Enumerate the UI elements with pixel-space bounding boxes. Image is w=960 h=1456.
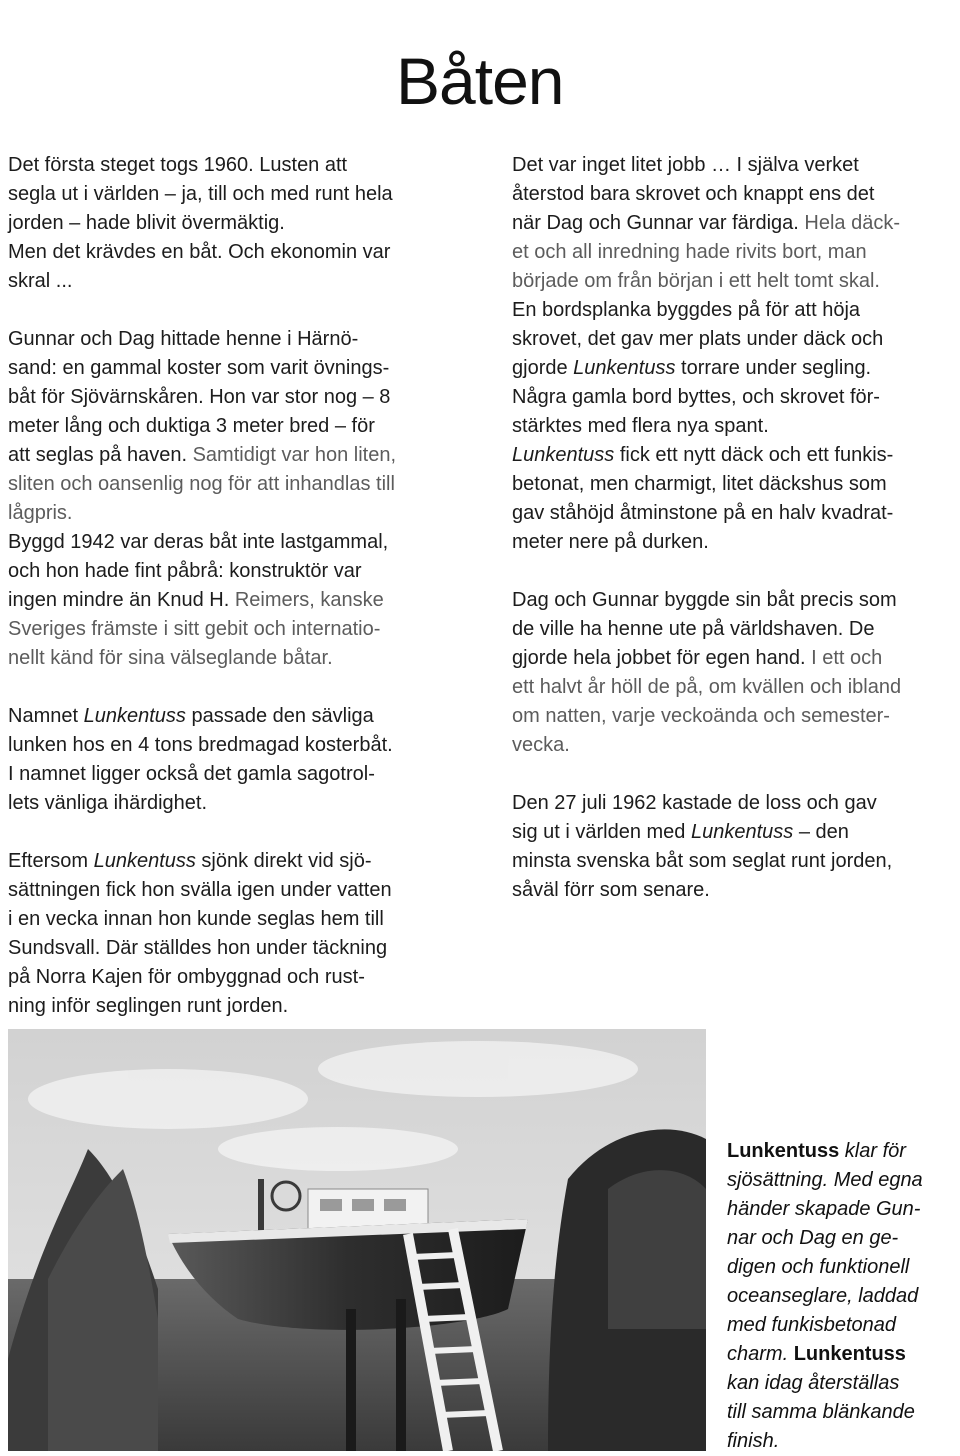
text-line	[727, 1224, 959, 1253]
text-segment: sand: en gammal koster som varit övnings-	[8, 357, 390, 379]
text-line	[8, 528, 460, 557]
text-line	[512, 818, 960, 847]
text-segment: Reimers, kanske	[234, 589, 384, 611]
text-line	[512, 180, 960, 209]
text-segment: nar och Dag en ge-	[727, 1227, 899, 1249]
text-line	[727, 1369, 959, 1398]
text-line	[512, 615, 960, 644]
text-line	[8, 499, 460, 528]
text-line	[512, 209, 960, 238]
text-line	[8, 702, 460, 731]
text-segment: gjorde	[512, 357, 574, 379]
text-line	[727, 1427, 959, 1456]
text-segment: Det var inget litet jobb … I själva verket	[512, 154, 859, 176]
text-segment: digen och funktionell	[727, 1256, 910, 1278]
boat-name: Lunkentuss	[573, 357, 676, 379]
text-segment: skral ...	[8, 270, 73, 292]
boat-name: Lunkentuss	[727, 1140, 840, 1162]
text-segment: stärktes med flera nya spant.	[512, 415, 769, 437]
text-segment: charm.	[727, 1343, 794, 1365]
text-segment: när Dag och Gunnar var färdiga.	[512, 212, 805, 234]
text-line	[8, 557, 460, 586]
text-segment: Gunnar och Dag hittade henne i Härnö-	[8, 328, 359, 350]
text-segment: lunken hos en 4 tons bredmagad kosterbåt.	[8, 734, 393, 756]
text-segment: Namnet	[8, 705, 84, 727]
text-line	[512, 412, 960, 441]
text-line	[8, 905, 460, 934]
text-line	[8, 586, 460, 615]
text-line	[8, 325, 460, 354]
left-text-column	[8, 151, 460, 1021]
text-segment: sjösättning. Med egna	[727, 1169, 923, 1191]
text-line	[727, 1137, 959, 1166]
text-line	[727, 1398, 959, 1427]
text-segment: gav ståhöjd åtminstone på en halv kvadrat-	[512, 502, 894, 524]
text-segment: ingen mindre än Knud H.	[8, 589, 235, 611]
text-line	[512, 673, 960, 702]
text-segment: Hela däck-	[804, 212, 900, 234]
text-segment: betonat, men charmigt, litet däckshus som	[512, 473, 887, 495]
text-line	[8, 963, 460, 992]
paragraph-gap	[8, 818, 460, 847]
boat-name: Lunkentuss	[93, 850, 196, 872]
text-line	[8, 383, 460, 412]
text-segment: Några gamla bord byttes, och skrovet för-	[512, 386, 880, 408]
text-segment: Den 27 juli 1962 kastade de loss och gav	[512, 792, 877, 814]
text-line	[727, 1166, 959, 1195]
page-title: Båten	[396, 44, 564, 119]
text-line	[512, 702, 960, 731]
text-segment: i en vecka innan hon kunde seglas hem till	[8, 908, 384, 930]
text-line	[512, 528, 960, 557]
text-segment: klar för	[839, 1140, 906, 1162]
text-line	[8, 615, 460, 644]
text-line	[8, 876, 460, 905]
text-line	[512, 789, 960, 818]
text-line	[8, 644, 460, 673]
boat-name: Lunkentuss	[512, 444, 615, 466]
text-segment: återstod bara skrovet och knappt ens det	[512, 183, 875, 205]
text-line	[512, 499, 960, 528]
text-segment: lets vänliga ihärdighet.	[8, 792, 208, 814]
text-segment: Sveriges främste i sitt gebit och internatio-	[8, 618, 381, 640]
text-segment: båt för Sjövärnskåren. Hon var stor nog – 8	[8, 386, 391, 408]
text-segment: och hon hade fint påbrå: konstruktör var	[8, 560, 362, 582]
text-segment: började om från början i ett helt tomt skal.	[512, 270, 880, 292]
text-segment: till samma blänkande	[727, 1401, 915, 1423]
text-segment: Det första steget togs 1960. Lusten att	[8, 154, 348, 176]
text-line	[512, 731, 960, 760]
right-text-column	[512, 151, 960, 905]
text-segment: att seglas på haven.	[8, 444, 193, 466]
text-line	[8, 789, 460, 818]
paragraph-gap	[8, 673, 460, 702]
paragraph-gap	[8, 296, 460, 325]
text-line	[512, 847, 960, 876]
text-line	[8, 470, 460, 499]
text-segment: I namnet ligger också det gamla sagotrol-	[8, 763, 375, 785]
text-segment: sliten och oansenlig nog för att inhandlas till	[8, 473, 395, 495]
text-line	[727, 1282, 959, 1311]
text-line	[512, 151, 960, 180]
text-line	[8, 151, 460, 180]
paragraph-gap	[512, 760, 960, 789]
text-segment: sig ut i världen med	[512, 821, 691, 843]
text-line	[8, 731, 460, 760]
text-segment: Dag och Gunnar byggde sin båt precis som	[512, 589, 897, 611]
text-line	[8, 412, 460, 441]
text-segment: En bordsplanka byggdes på för att höja	[512, 299, 861, 321]
text-segment: minsta svenska båt som seglat runt jorden,	[512, 850, 893, 872]
text-segment: Sundsvall. Där ställdes hon under täckning	[8, 937, 388, 959]
text-line	[8, 847, 460, 876]
text-line	[512, 876, 960, 905]
boat-photo	[8, 1029, 706, 1451]
text-line	[8, 760, 460, 789]
text-line	[727, 1195, 959, 1224]
text-line	[8, 441, 460, 470]
boat-name: Lunkentuss	[690, 821, 794, 843]
text-segment: de ville ha henne ute på världshaven. De	[512, 618, 875, 640]
text-line	[727, 1253, 959, 1282]
text-line	[512, 354, 960, 383]
text-segment: sättningen fick hon svälla igen under vatten	[8, 879, 392, 901]
text-segment: segla ut i världen – ja, till och med runt hela	[8, 183, 393, 205]
text-line	[512, 586, 960, 615]
boat-name: Lunkentuss	[83, 705, 186, 727]
text-segment: et och all inredning hade rivits bort, man	[512, 241, 867, 263]
text-segment: skrovet, det gav mer plats under däck och	[512, 328, 884, 350]
text-segment: meter nere på durken.	[512, 531, 709, 553]
photo-caption	[727, 1137, 959, 1456]
text-line	[8, 354, 460, 383]
text-segment: händer skapade Gun-	[727, 1198, 921, 1220]
text-line	[8, 180, 460, 209]
text-segment: Men det krävdes en båt. Och ekonomin var	[8, 241, 391, 263]
text-segment: torrare under segling.	[675, 357, 872, 379]
text-segment: såväl förr som senare.	[512, 879, 710, 901]
text-segment: ett halvt år höll de på, om kvällen och ibland	[512, 676, 902, 698]
text-segment: vecka.	[512, 734, 570, 756]
text-segment: I ett och	[811, 647, 883, 669]
text-line	[512, 267, 960, 296]
text-segment: Eftersom	[8, 850, 94, 872]
text-segment: Samtidigt var hon liten,	[192, 444, 397, 466]
text-segment: gjorde hela jobbet för egen hand.	[512, 647, 812, 669]
text-segment: med funkisbetonad	[727, 1314, 897, 1336]
text-line	[8, 209, 460, 238]
text-line	[512, 238, 960, 267]
text-segment: sjönk direkt vid sjö-	[195, 850, 372, 872]
text-line	[512, 325, 960, 354]
text-segment: på Norra Kajen för ombyggnad och rust-	[8, 966, 365, 988]
text-segment: kan idag återställas	[727, 1372, 900, 1394]
text-line	[512, 296, 960, 325]
text-line	[512, 383, 960, 412]
text-line	[8, 992, 460, 1021]
paragraph-gap	[512, 557, 960, 586]
text-line	[512, 441, 960, 470]
boat-name: Lunkentuss	[793, 1343, 906, 1365]
text-segment: jorden – hade blivit övermäktig.	[8, 212, 285, 234]
text-segment: – den	[793, 821, 849, 843]
text-segment: meter lång och duktiga 3 meter bred – för	[8, 415, 375, 437]
text-line	[8, 267, 460, 296]
text-line	[727, 1311, 959, 1340]
text-segment: nellt känd för sina välseglande båtar.	[8, 647, 333, 669]
text-line	[8, 238, 460, 267]
text-segment: fick ett nytt däck och ett funkis-	[614, 444, 894, 466]
text-segment: ning inför seglingen runt jorden.	[8, 995, 289, 1017]
text-line	[512, 470, 960, 499]
text-segment: lågpris.	[8, 502, 73, 524]
text-line	[512, 644, 960, 673]
text-line	[8, 934, 460, 963]
text-segment: passade den sävliga	[185, 705, 374, 727]
text-segment: om natten, varje veckoända och semester-	[512, 705, 890, 727]
text-segment: oceanseglare, laddad	[727, 1285, 919, 1307]
text-line	[727, 1340, 959, 1369]
text-segment: Byggd 1942 var deras båt inte lastgammal,	[8, 531, 389, 553]
text-segment: finish.	[727, 1430, 780, 1452]
